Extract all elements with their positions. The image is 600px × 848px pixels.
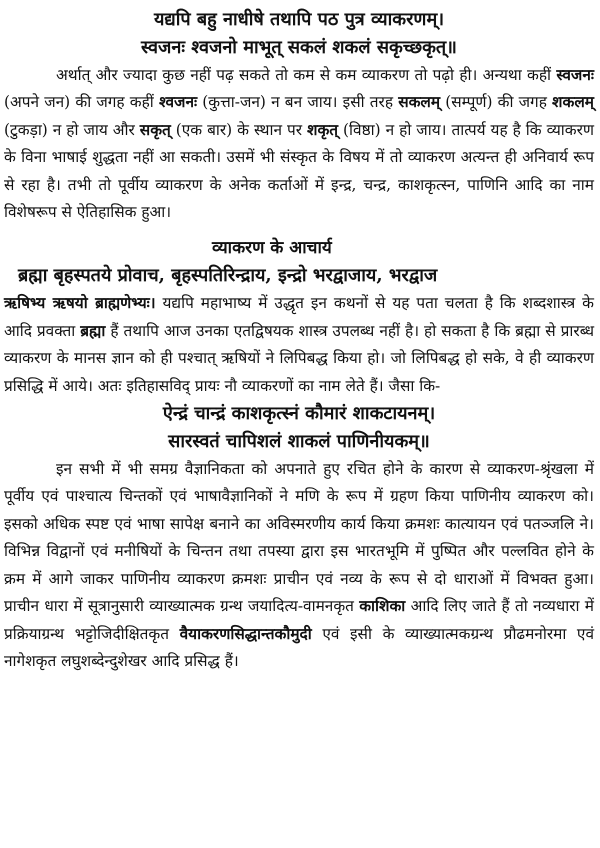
text-run: (कुत्ता-जन) न बन जाय। इसी तरह: [197, 93, 399, 112]
verse-line: ऐन्द्रं चान्द्रं काशकृत्स्नं कौमारं शाकटायनम्।: [162, 403, 436, 425]
bold-term: शकृत्: [307, 120, 339, 139]
bold-term: सकृत्: [139, 120, 171, 139]
paragraph: [4, 290, 594, 400]
text-run: यद्यपि महाभाष्य में उद्धृत इन कथनों से यह पता चलता है कि शब्दशास्त्र के आदि प्रवक्ता: [4, 294, 594, 340]
text-run: (एक बार) के स्थान पर: [170, 120, 307, 139]
text-run: (सम्पूर्ण) की जगह: [440, 93, 553, 112]
quote-line: ऋषिभ्य ऋषयो ब्राह्मणेभ्यः।: [4, 294, 156, 313]
verse-line: स्वजनः श्वजनो माभूत् सकलं शकलं सकृच्छकृत्॥: [141, 37, 457, 58]
text-run: एवं इसी के व्याख्यात्मकग्रन्थ प्रौढमनोरमा एवं नागेशकृत लघुशब्देन्दुशेखर आदि प्रसिद्ध हैं।: [4, 624, 594, 670]
text-run: (अपने जन) की जगह कहीं: [4, 93, 159, 112]
bold-term: काशिका: [359, 597, 406, 616]
text-run: (टुकड़ा) न हो जाय और: [4, 120, 140, 139]
text-run: आदि लिए जाते हैं तो नव्यधारा में प्रक्रियाग्रन्थ भट्टोजिदीक्षितकृत: [4, 597, 594, 643]
text-run: अर्थात् और ज्यादा कुछ नहीं पढ़ सकते तो कम से कम व्याकरण तो पढ़ो ही। अन्यथा कहीं: [56, 66, 557, 84]
bold-term: शकलम्: [552, 93, 594, 112]
paragraph: [4, 62, 594, 226]
text-run: हैं तथापि आज उनका एतद्विषयक शास्त्र उपलब्ध नहीं है। हो सकता है कि ब्रह्मा से प्रारब्ध व्याकरण के मानस ज्ञान को ही पश्चात् ऋषियों ने लिपिबद्ध किया हो। जो लिपिबद्ध हो सके, वे ही व्याकरण प्रसिद्धि में आये। अतः इतिहासविद् प्रायः नौ व्याकरणों का नाम लेते हैं। जैसा कि-: [4, 321, 594, 395]
bold-term: स्वजनः: [556, 66, 594, 84]
verse-line: यद्यपि बहु नाधीषे तथापि पठ पुत्र व्याकरणम्।: [153, 9, 445, 30]
section-heading: व्याकरण के आचार्य: [212, 238, 332, 259]
bold-term: वैयाकरणसिद्धान्तकौमुदी: [179, 624, 312, 643]
paragraph: [4, 456, 594, 675]
bold-term: श्वजनः: [158, 93, 198, 112]
text-run: (विष्ठा) न हो जाय। तात्पर्य यह है कि व्याकरण के विना भाषाई शुद्धता नहीं आ सकती। उसमें भी संस्कृत के विषय में तो व्याकरण अत्यन्त ही अनिवार्य रूप से रहा है। तभी तो पूर्वीय व्याकरण के अनेक कर्ताओं में इन्द्र, चन्द्र, काशकृत्स्न, पाणिनि आदि का नाम विशेषरूप से ऐतिहासिक हुआ।: [4, 120, 594, 222]
text-run: इन सभी में भी समग्र वैज्ञानिकता को अपनाते हुए रचित होने के कारण से व्याकरण-श्रृंखला में पूर्वीय एवं पाश्चात्य चिन्तकों एवं भाषावैज्ञानिकों ने मणि के रूप में ग्रहण किया पाणिनीय व्याकरण को। इसको अधिक स्पष्ट एवं भाषा सापेक्ष बनाने का अविस्मरणीय कार्य किया क्रमशः कात्यायन एवं पतञ्जलि ने। विभिन्न विद्वानों एवं मनीषियों के चिन्तन तथा तपस्या द्वारा इस भारतभूमि में पुष्पित और पल्लवित होने के क्रम में आगे जाकर पाणिनीय व्याकरण क्रमशः प्राचीन एवं नव्य के रूप से दो धाराओं में विभक्त हुआ। प्राचीन धारा में सूत्रानुसारी व्याख्यात्मक ग्रन्थ जयादित्य-वामनकृत: [4, 460, 594, 616]
bold-term: सकलम्: [398, 93, 441, 112]
quote-line: ब्रह्मा बृहस्पतये प्रोवाच, बृहस्पतिरिन्द्राय, इन्द्रो भरद्वाजाय, भरद्वाज: [18, 265, 438, 287]
bold-term: ब्रह्मा: [80, 321, 106, 340]
verse-line: सारस्वतं चापिशलं शाकलं पाणिनीयकम्॥: [168, 431, 430, 453]
